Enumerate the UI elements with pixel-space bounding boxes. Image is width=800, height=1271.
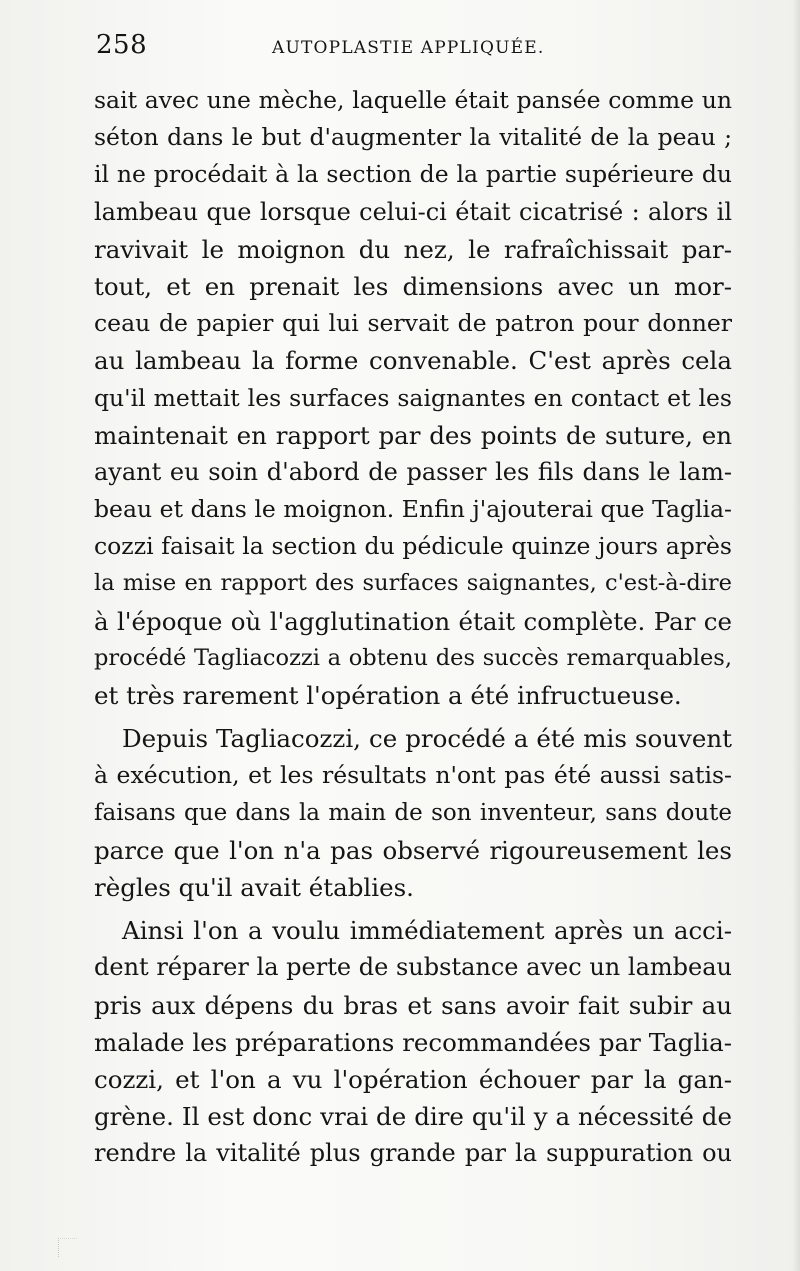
text-line: au lambeau la forme convenable. C'est après cela (94, 346, 732, 376)
text-line: maintenait en rapport par des points de suture, en (94, 420, 732, 450)
page-edge-shadow (792, 0, 800, 1271)
text-line: Depuis Tagliacozzi, ce procédé a été mis souvent (122, 724, 732, 754)
text-line: il ne procédait à la section de la partie supérieure du (94, 160, 732, 189)
text-line: faisans que dans la main de son inventeur, sans doute (94, 799, 732, 826)
text-line: dent réparer la perte de substance avec un lambeau (94, 953, 732, 982)
text-line: ayant eu soin d'abord de passer les fils dans le lam- (94, 457, 732, 486)
text-line: à exécution, et les résultats n'ont pas été aussi satis- (94, 761, 732, 790)
text-line: grène. Il est donc vrai de dire qu'il y a nécessité de (94, 1102, 732, 1132)
text-line: parce que l'on n'a pas observé rigoureusement les (94, 835, 732, 865)
text-line: cozzi faisait la section du pédicule quinze jours après (94, 532, 732, 561)
text-line: sait avec une mèche, laquelle était pansée comme un (94, 86, 732, 114)
body-text (94, 82, 732, 1172)
text-line: procédé Tagliacozzi a obtenu des succès remarquables, (94, 644, 732, 671)
text-line: à l'époque où l'agglutination était complète. Par ce (94, 606, 732, 636)
text-line: la mise en rapport des surfaces saignantes, c'est-à-dire (94, 570, 732, 597)
text-line: cozzi, et l'on a vu l'opération échouer par la gan- (94, 1064, 732, 1094)
text-line: ceau de papier qui lui servait de patron pour donner (94, 309, 732, 338)
text-line: Ainsi l'on a voulu immédiatement après un acci- (122, 916, 732, 946)
text-line: séton dans le but d'augmenter la vitalité de la peau ; (94, 123, 732, 152)
text-line: règles qu'il avait établies. (94, 872, 414, 902)
text-line: ravivait le moignon du nez, le rafraîchissait par- (94, 234, 732, 264)
text-line: malade les préparations recommandées par Taglia- (94, 1027, 732, 1057)
page-header (96, 30, 732, 66)
text-line: et très rarement l'opération a été infructueuse. (94, 681, 682, 710)
page-number: 258 (96, 30, 148, 60)
scan-smudge (58, 1238, 77, 1257)
text-line: beau et dans le moignon. Enfin j'ajouterai que Taglia- (94, 495, 732, 524)
text-line: rendre la vitalité plus grande par la suppuration ou (94, 1139, 732, 1168)
text-line: pris aux dépens du bras et sans avoir fait subir au (94, 990, 732, 1020)
text-line: qu'il mettait les surfaces saignantes en contact et les (94, 383, 732, 412)
running-title: AUTOPLASTIE APPLIQUÉE. (272, 38, 545, 58)
text-line: lambeau que lorsque celui-ci était cicatrisé : alors il (94, 197, 732, 226)
text-line: tout, et en prenait les dimensions avec un mor- (94, 271, 732, 301)
